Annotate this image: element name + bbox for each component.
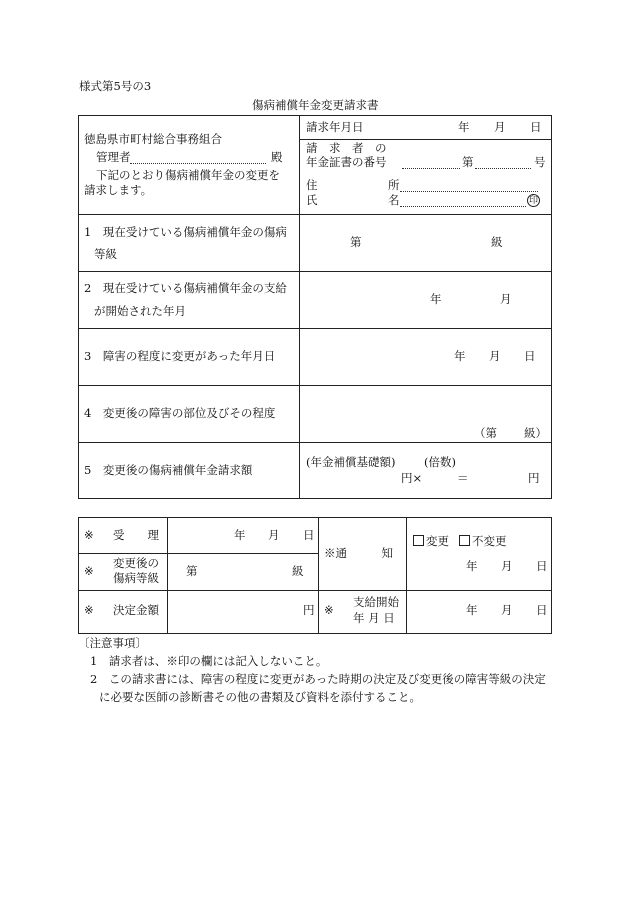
note-2-line1: 2 この請求書には、障害の程度に変更があった時期の決定及び変更後の障害等級の決定 (90, 672, 546, 686)
amount-yen: 円 (303, 603, 315, 617)
receipt-mark: ※ (84, 528, 94, 542)
request-date-year[interactable]: 年 (458, 120, 470, 134)
grade-kyu: 級 (292, 564, 304, 578)
note-2-line2: に必要な医師の診断書その他の書類及び資料を添付すること。 (99, 690, 421, 704)
request-date-label: 請求年月日 (306, 120, 364, 134)
pension-cert-label2: 年金証書の番号 (306, 155, 387, 169)
change-option (413, 535, 449, 548)
item1-kyu: 級 (491, 235, 503, 249)
cert-dai: 第 (462, 155, 474, 169)
receipt-year: 年 (234, 528, 246, 542)
request-text-line1: 下記のとおり傷病補償年金の変更を (96, 168, 280, 182)
item5-yen-times: 円× (401, 471, 423, 485)
honorific: 殿 (271, 150, 283, 164)
administrator-label: 管理者 (96, 150, 131, 164)
item3-year[interactable]: 年 (454, 349, 466, 363)
request-text-line2: 請求します。 (84, 183, 153, 197)
item3-month[interactable]: 月 (489, 349, 501, 363)
name-field[interactable] (400, 206, 526, 207)
item5-equals: ＝ (457, 471, 469, 485)
start-label-line2: 年 月 日 (353, 611, 395, 625)
start-month: 月 (501, 603, 513, 617)
item4-grade-open: （第 (474, 426, 497, 440)
item3-day[interactable]: 日 (524, 349, 536, 363)
item5-multiplier-label: (倍数) (424, 455, 456, 469)
item2-label-line1: 2 現在受けている傷病補償年金の支給 (84, 281, 287, 295)
pension-cert-label1: 請 求 者 の (306, 141, 387, 155)
note-1: 1 請求者は、※印の欄には記入しないこと。 (90, 654, 328, 668)
address-label-a: 住 (306, 178, 318, 192)
receipt-month: 月 (268, 528, 280, 542)
item1-label-line2: 等級 (94, 247, 117, 261)
notice-month: 月 (501, 559, 513, 573)
address-field[interactable] (400, 191, 538, 192)
grade-mark: ※ (84, 564, 94, 578)
name-label-a: 氏 (306, 193, 318, 207)
no-change-checkbox (459, 535, 470, 546)
item2-label-line2: が開始された年月 (94, 304, 186, 318)
no-change-option (459, 535, 507, 548)
addressee-org: 徳島県市町村総合事務組合 (84, 132, 222, 146)
grade-dai: 第 (186, 564, 198, 578)
item2-year[interactable]: 年 (430, 292, 442, 306)
pension-cert-number-field[interactable] (475, 168, 531, 169)
amount-mark: ※ (84, 603, 94, 617)
item5-yen: 円 (528, 471, 540, 485)
item3-label: 3 障害の程度に変更があった年月日 (84, 349, 276, 363)
item4-grade-close: 級） (524, 426, 547, 440)
name-label-b: 名 (388, 193, 400, 207)
notice-day: 日 (536, 559, 548, 573)
administrator-name-field[interactable] (130, 163, 266, 164)
amount-label: 決定金額 (113, 603, 159, 617)
notice-year: 年 (466, 559, 478, 573)
receipt-label: 受 理 (113, 528, 159, 542)
item5-base-label: (年金補償基礎額) (306, 455, 396, 469)
change-checkbox (413, 535, 424, 546)
item5-label: 5 変更後の傷病補償年金請求額 (84, 463, 253, 477)
request-date-day[interactable]: 日 (530, 120, 542, 134)
form-title: 傷病補償年金変更請求書 (252, 98, 379, 112)
notice-label: ※通 知 (324, 546, 393, 560)
receipt-day: 日 (303, 528, 315, 542)
grade-label-line1: 変更後の (113, 556, 159, 570)
notes-heading: 〔注意事項〕 (78, 636, 147, 650)
request-date-month[interactable]: 月 (494, 120, 506, 134)
start-day: 日 (536, 603, 548, 617)
item1-dai: 第 (350, 235, 362, 249)
seal-mark: 印 (528, 196, 538, 206)
address-label-b: 所 (388, 178, 400, 192)
item4-label: 4 変更後の障害の部位及びその程度 (84, 406, 276, 420)
item1-label-line1: 1 現在受けている傷病補償年金の傷病 (84, 225, 287, 239)
no-change-label: 不変更 (472, 534, 507, 548)
cert-go: 号 (534, 155, 546, 169)
form-number: 様式第5号の3 (79, 79, 152, 93)
start-year: 年 (466, 603, 478, 617)
start-label-line1: 支給開始 (353, 595, 399, 609)
grade-label-line2: 傷病等級 (113, 571, 159, 585)
change-label: 変更 (426, 534, 449, 548)
start-mark: ※ (324, 603, 334, 617)
item2-month[interactable]: 月 (500, 292, 512, 306)
